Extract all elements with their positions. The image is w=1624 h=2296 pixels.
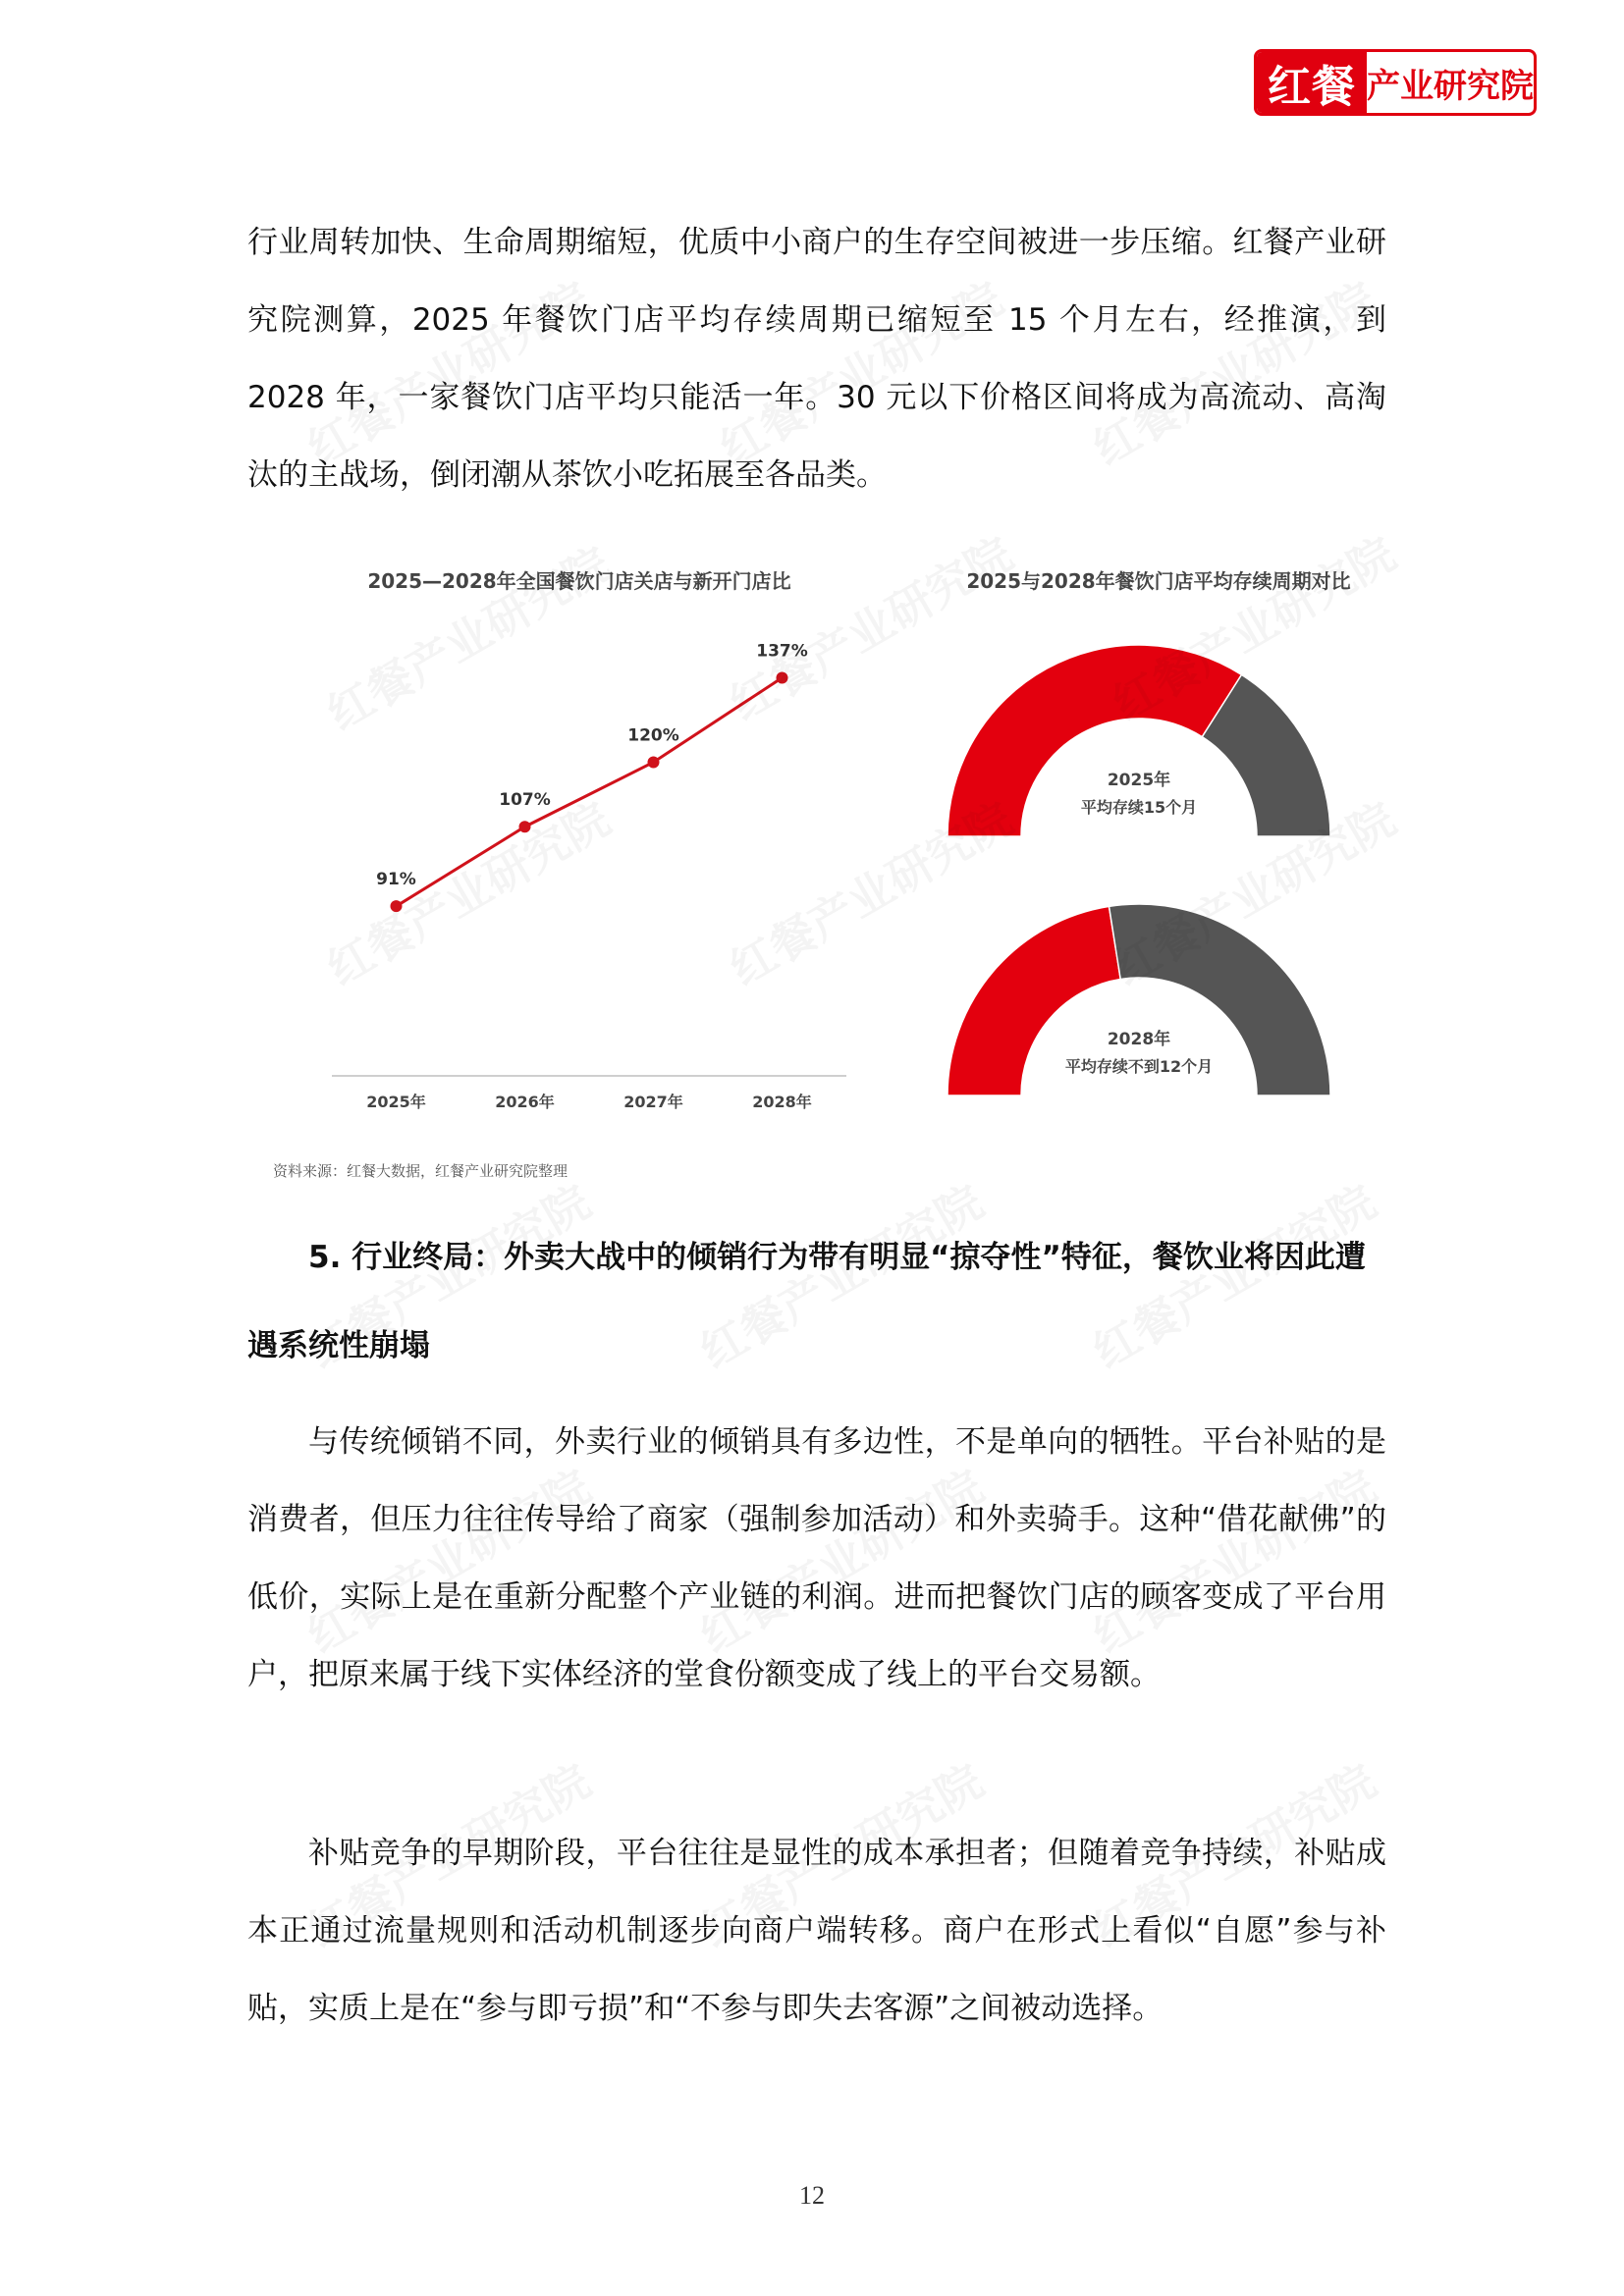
data-label: 137% xyxy=(756,641,808,662)
gauge-chart-title: 2025与2028年餐饮门店平均存续周期对比 xyxy=(966,569,1351,593)
intro-paragraph: 行业周转加快、生命周期缩短，优质中小商户的生存空间被进一步压缩。红餐产业研究院测算，2025 年餐饮门店平均存续周期已缩短至 15 个月左右，经推演，到 2028 年，一家餐饮门店平均只能活一年。30 元以下价格区间将成为高流动、高淘汰的主战场，倒闭潮从茶饮小吃拓展至各品类。 xyxy=(247,225,1386,493)
line-chart-title: 2025—2028年全国餐饮门店关店与新开门店比 xyxy=(367,569,791,593)
x-tick-label: 2026年 xyxy=(495,1093,555,1111)
data-point xyxy=(648,756,660,768)
data-point xyxy=(777,671,788,683)
gauge-value-label: 平均存续不到12个月 xyxy=(1064,1057,1214,1076)
x-tick-label: 2025年 xyxy=(366,1093,426,1111)
source-note: 资料来源：红餐大数据，红餐产业研究院整理 xyxy=(273,1162,568,1180)
gauge-chart xyxy=(923,628,1355,1119)
logo-subtitle: 产业研究院 xyxy=(1367,66,1534,106)
logo-brand: 红餐 xyxy=(1257,52,1367,113)
x-tick-label: 2027年 xyxy=(623,1093,683,1111)
series-line xyxy=(397,677,783,906)
data-point xyxy=(519,821,531,832)
body-paragraph-1: 与传统倾销不同，外卖行业的倾销具有多边性，不是单向的牺牲。平台补贴的是消费者，但压力往往传导给了商家（强制参加活动）和外卖骑手。这种“借花献佛”的低价，实际上是在重新分配整个产业链的利润。进而把餐饮门店的顾客变成了平台用户，把原来属于线下实体经济的堂食份额变成了线上的平台交易额。 xyxy=(247,1424,1386,1692)
data-label: 120% xyxy=(627,725,679,746)
data-label: 91% xyxy=(376,870,416,890)
gauge-value-label: 平均存续15个月 xyxy=(1080,798,1198,817)
section-heading: 5. 行业终局：外卖大战中的倾销行为带有明显“掠夺性”特征，餐饮业将因此遭遇系统性崩塌 xyxy=(247,1240,1366,1363)
brand-logo xyxy=(1254,49,1537,116)
x-tick-label: 2028年 xyxy=(752,1093,812,1111)
data-point xyxy=(391,900,403,912)
data-label: 107% xyxy=(499,790,551,811)
gauge-year-label: 2025年 xyxy=(1107,771,1171,790)
line-chart xyxy=(324,628,854,1119)
page-number: 12 xyxy=(799,2181,825,2210)
gauge-year-label: 2028年 xyxy=(1107,1030,1171,1049)
body-paragraph-2: 补贴竞争的早期阶段，平台往往是显性的成本承担者；但随着竞争持续，补贴成本正通过流量规则和活动机制逐步向商户端转移。商户在形式上看似“自愿”参与补贴，实质上是在“参与即亏损”和“不参与即失去客源”之间被动选择。 xyxy=(247,1836,1386,2026)
